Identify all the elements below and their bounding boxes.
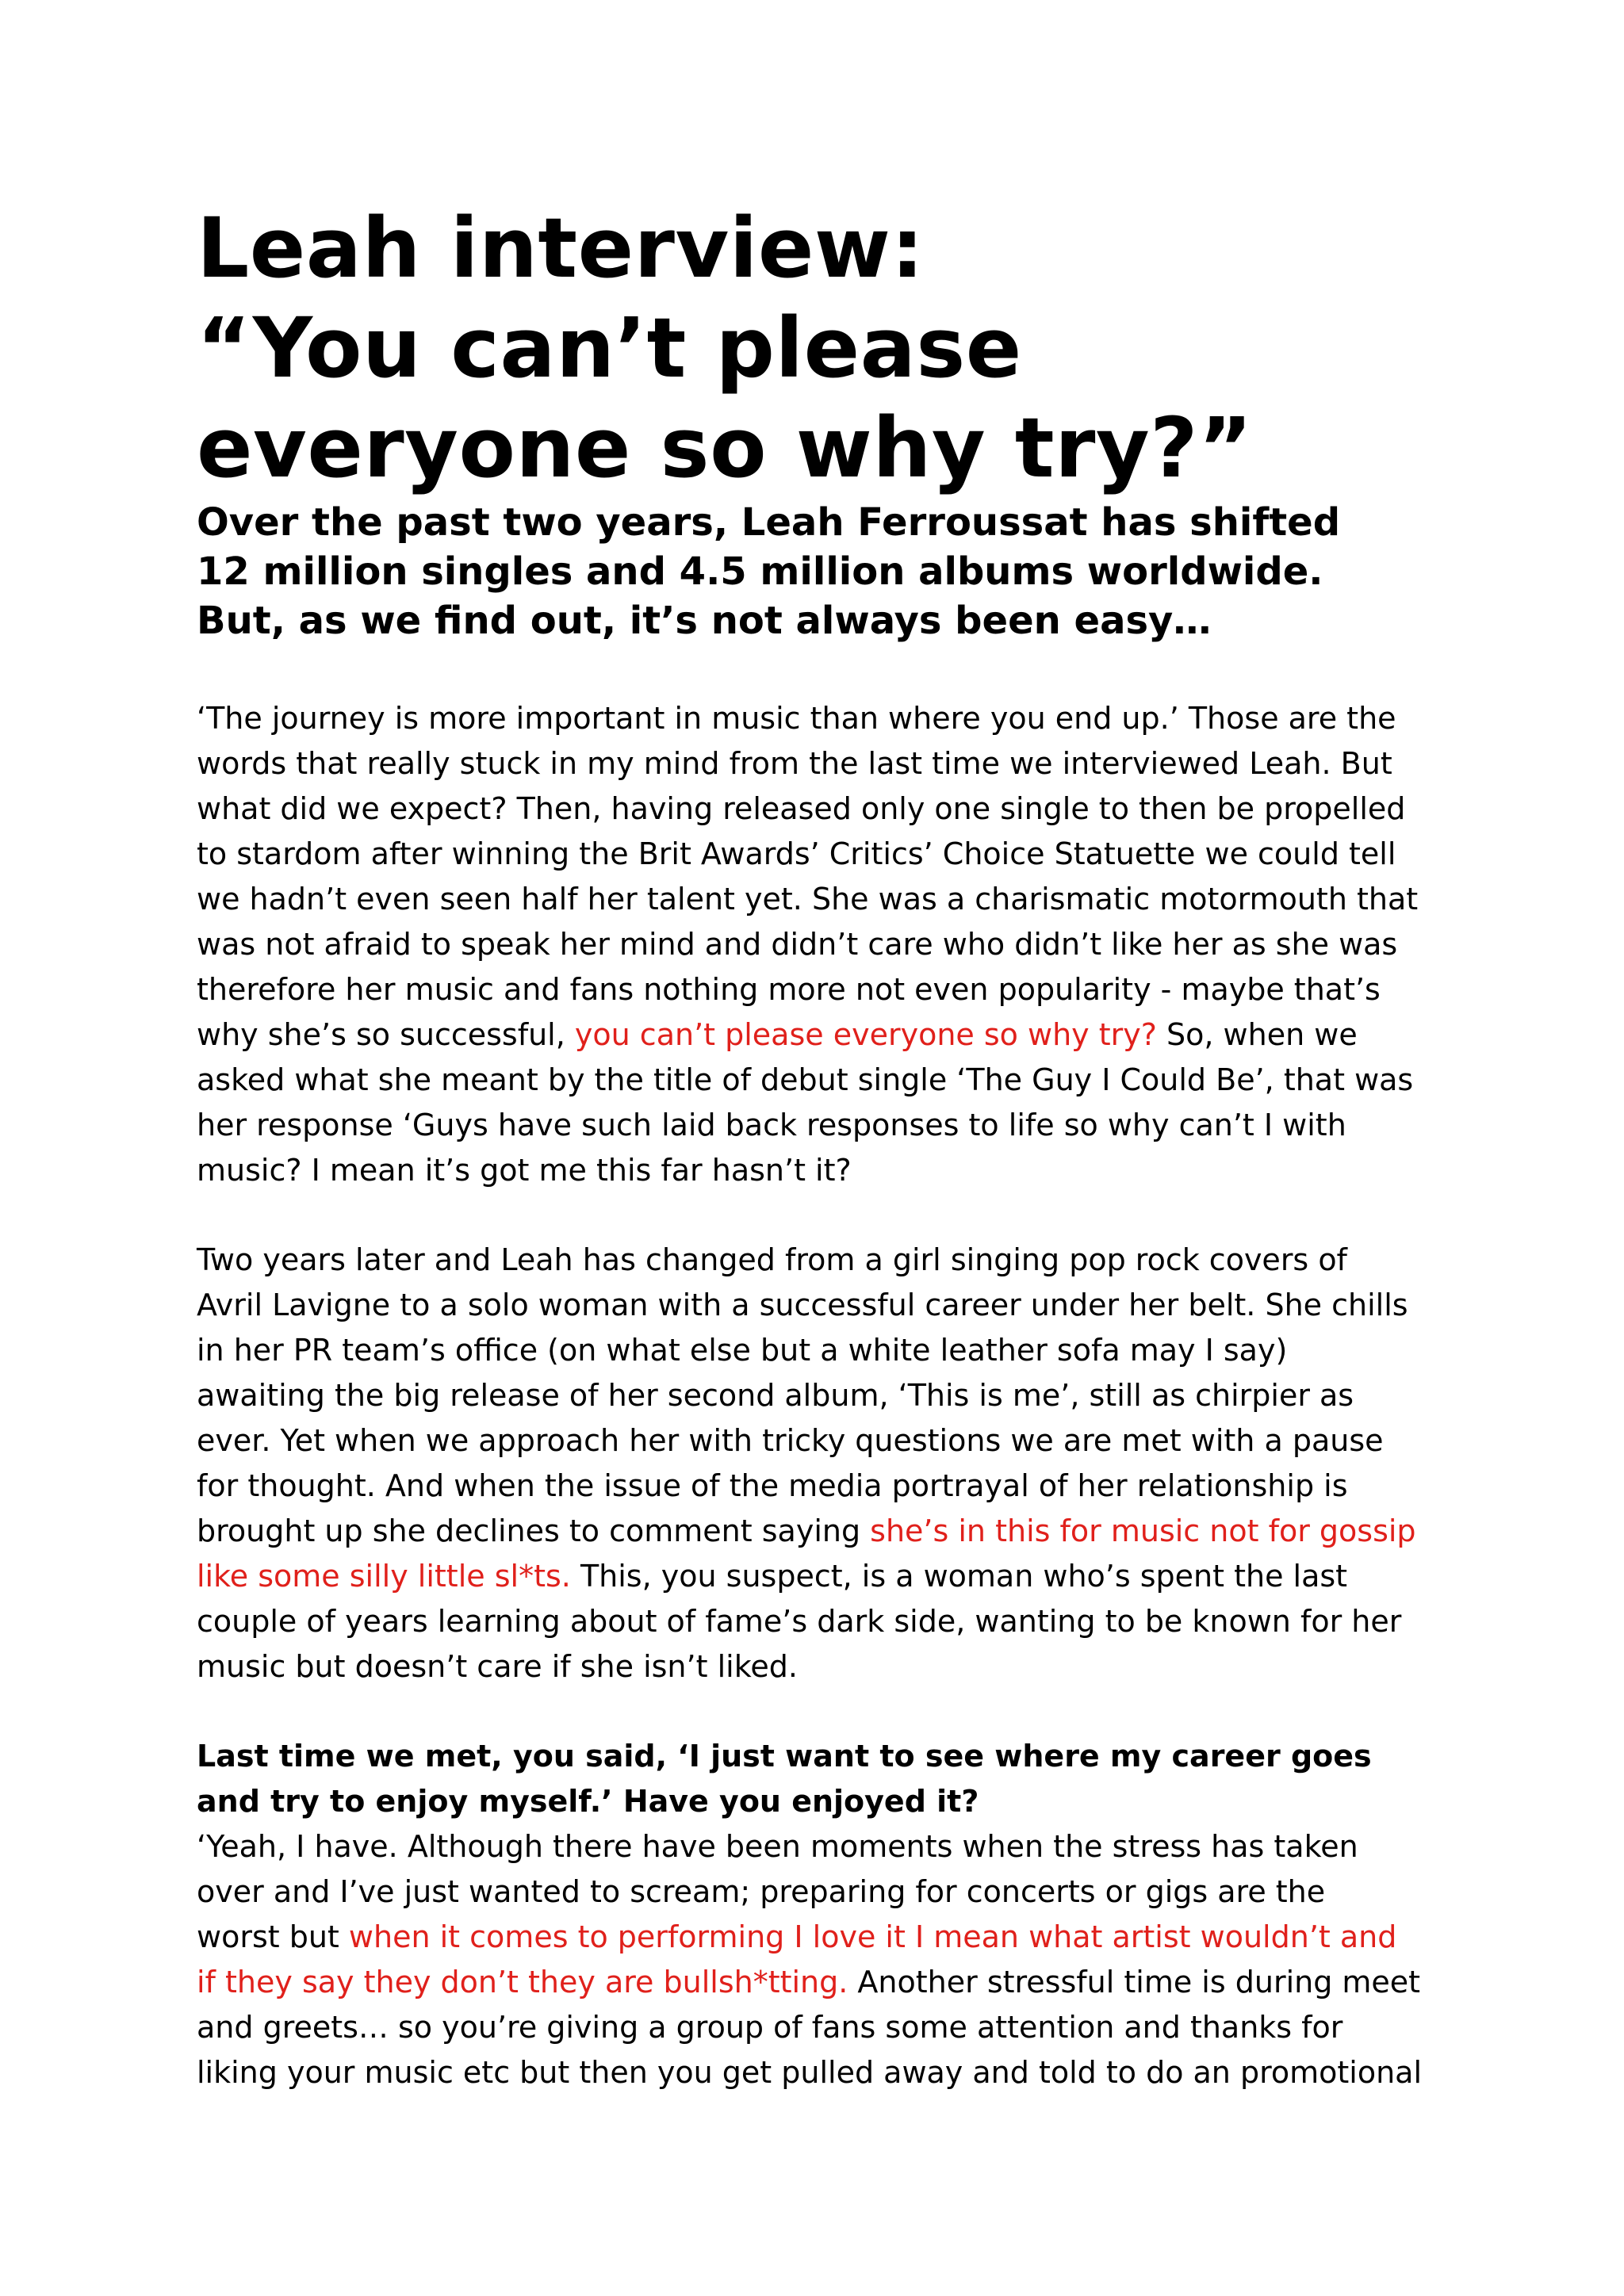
interview-question-1	[197, 1734, 1434, 2095]
text-line	[197, 1509, 1434, 1554]
highlighted-quote: when it comes to performing I love it I mean what artist wouldn’t and	[348, 1919, 1397, 1954]
text-run: why she’s so successful,	[197, 1017, 575, 1052]
text-line	[197, 1554, 1434, 1599]
answer-line	[197, 1960, 1434, 2005]
text-line: her response ‘Guys have such laid back responses to life so why can’t I with	[197, 1108, 1346, 1142]
text-run: Another stressful time is during meet	[848, 1965, 1421, 1999]
text-line: what did we expect? Then, having released only one single to then be propelled	[197, 791, 1406, 826]
text-line: therefore her music and fans nothing more not even popularity - maybe that’s	[197, 972, 1381, 1007]
text-run: This, you suspect, is a woman who’s spent the last	[570, 1559, 1348, 1594]
text-line: music but doesn’t care if she isn’t liked.	[197, 1649, 798, 1684]
highlighted-quote: she’s in this for music not for gossip	[870, 1513, 1416, 1548]
question-line: and try to enjoy myself.’ Have you enjoyed it?	[197, 1784, 979, 1819]
highlighted-quote: if they say they don’t they are bullsh*tting.	[197, 1965, 848, 1999]
text-line: to stardom after winning the Brit Awards’ Critics’ Choice Statuette we could tell	[197, 836, 1396, 871]
headline-line: Leah interview:	[197, 200, 925, 297]
second-paragraph	[197, 1238, 1434, 1689]
text-line: for thought. And when the issue of the media portrayal of her relationship is	[197, 1468, 1348, 1503]
text-run: So, when we	[1156, 1017, 1358, 1052]
answer-line	[197, 1915, 1434, 1960]
answer-line: ‘Yeah, I have. Although there have been moments when the stress has taken	[197, 1829, 1358, 1864]
text-line: ever. Yet when we approach her with tricky questions we are met with a pause	[197, 1423, 1384, 1458]
text-run: worst but	[197, 1919, 349, 1954]
article-headline	[197, 198, 1434, 498]
highlighted-quote: you can’t please everyone so why try?	[574, 1017, 1157, 1052]
headline-line: everyone so why try?”	[197, 400, 1253, 496]
text-line: Avril Lavigne to a solo woman with a successful career under her belt. She chills	[197, 1288, 1408, 1322]
answer-line: liking your music etc but then you get pulled away and told to do an promotional	[197, 2055, 1423, 2090]
answer-line: over and I’ve just wanted to scream; preparing for concerts or gigs are the	[197, 1874, 1326, 1909]
article	[197, 198, 1434, 2095]
standfirst-line: But, as we find out, it’s not always been easy…	[197, 599, 1212, 643]
text-line: couple of years learning about of fame’s dark side, wanting to be known for her	[197, 1604, 1402, 1639]
text-line	[197, 1012, 1434, 1058]
answer-line: and greets… so you’re giving a group of fans some attention and thanks for	[197, 2010, 1343, 2045]
headline-line: “You can’t please	[197, 300, 1022, 396]
text-line: music? I mean it’s got me this far hasn’t it?	[197, 1153, 852, 1188]
text-line: we hadn’t even seen half her talent yet. She was a charismatic motormouth that	[197, 882, 1419, 916]
text-line: in her PR team’s office (on what else but a white leather sofa may I say)	[197, 1333, 1288, 1368]
text-line: Two years later and Leah has changed from a girl singing pop rock covers of	[197, 1242, 1347, 1277]
highlighted-quote: like some silly little sl*ts.	[197, 1559, 571, 1594]
article-standfirst	[197, 498, 1434, 645]
text-line: was not afraid to speak her mind and didn’t care who didn’t like her as she was	[197, 927, 1398, 962]
standfirst-line: Over the past two years, Leah Ferroussat has shifted	[197, 500, 1341, 545]
text-line: ‘The journey is more important in music than where you end up.’ Those are the	[197, 701, 1396, 736]
text-line: awaiting the big release of her second album, ‘This is me’, still as chirpier as	[197, 1378, 1354, 1413]
question-line: Last time we met, you said, ‘I just want to see where my career goes	[197, 1739, 1372, 1774]
intro-paragraph	[197, 696, 1434, 1193]
text-run: brought up she declines to comment saying	[197, 1513, 871, 1548]
text-line: words that really stuck in my mind from the last time we interviewed Leah. But	[197, 746, 1392, 781]
text-line: asked what she meant by the title of debut single ‘The Guy I Could Be’, that was	[197, 1062, 1414, 1097]
standfirst-line: 12 million singles and 4.5 million albums worldwide.	[197, 549, 1323, 594]
